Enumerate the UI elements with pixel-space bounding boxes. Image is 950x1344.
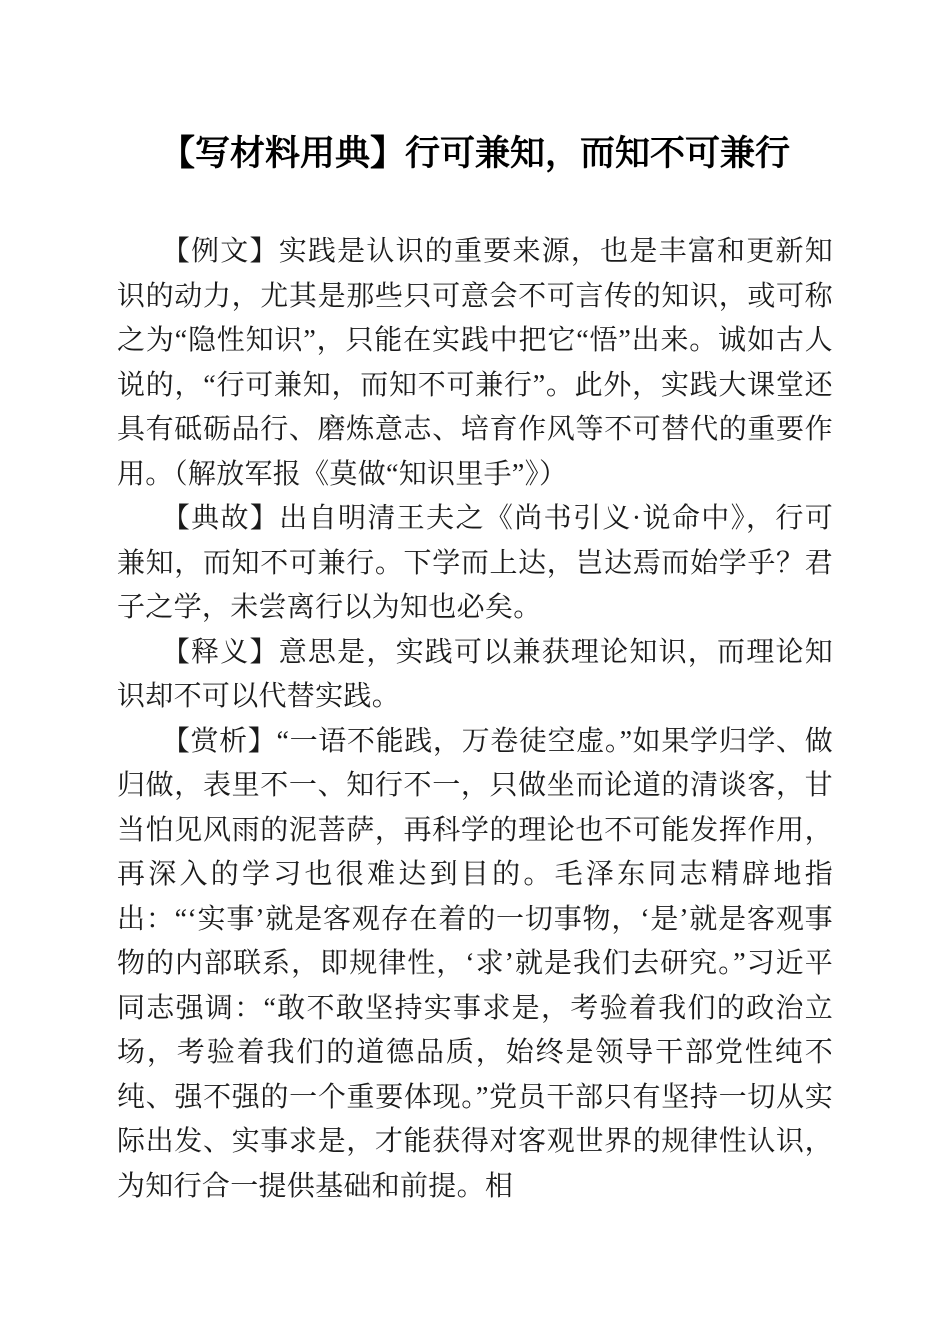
paragraph-appreciation-shangxi: 【赏析】“一语不能践，万卷徒空虚。”如果学归学、做归做，表里不一、知行不一，只做坐而论道的清谈客，甘当怕见风雨的泥菩萨，再科学的理论也不可能发挥作用，再深入的学习也很难达到目的。毛泽东同志精辟地指出：“‘实事’就是客观存在着的一切事物，‘是’就是客观事物的内部联系，即规律性，‘求’就是我们去研究。”习近平同志强调：“敢不敢坚持实事求是，考验着我们的政治立场，考验着我们的道德品质，始终是领导干部党性纯不纯、强不强的一个重要体现。”党员干部只有坚持一切从实际出发、实事求是，才能获得对客观世界的规律性认识，为知行合一提供基础和前提。相 bbox=[117, 725, 833, 1202]
paragraph-example-liwen: 【例文】实践是认识的重要来源，也是丰富和更新知识的动力，尤其是那些只可意会不可言传的知识，或可称之为“隐性知识”，只能在实践中把它“悟”出来。诚如古人说的，“行可兼知，而知不可兼行”。此外，实践大课堂还具有砥砺品行、磨炼意志、培育作风等不可替代的重要作用。（解放军报《莫做“知识里手”》） bbox=[117, 236, 833, 490]
paragraph-interpretation-shiyi: 【释义】意思是，实践可以兼获理论知识，而理论知识却不可以代替实践。 bbox=[117, 636, 833, 712]
document-title: 【写材料用典】行可兼知，而知不可兼行 bbox=[159, 134, 790, 173]
paragraph-allusion-diangu: 【典故】出自明清王夫之《尚书引义·说命中》，行可兼知，而知不可兼行。下学而上达，岂达焉而始学乎？君子之学，未尝离行以为知也必矣。 bbox=[117, 503, 833, 623]
document-body bbox=[117, 230, 833, 1209]
